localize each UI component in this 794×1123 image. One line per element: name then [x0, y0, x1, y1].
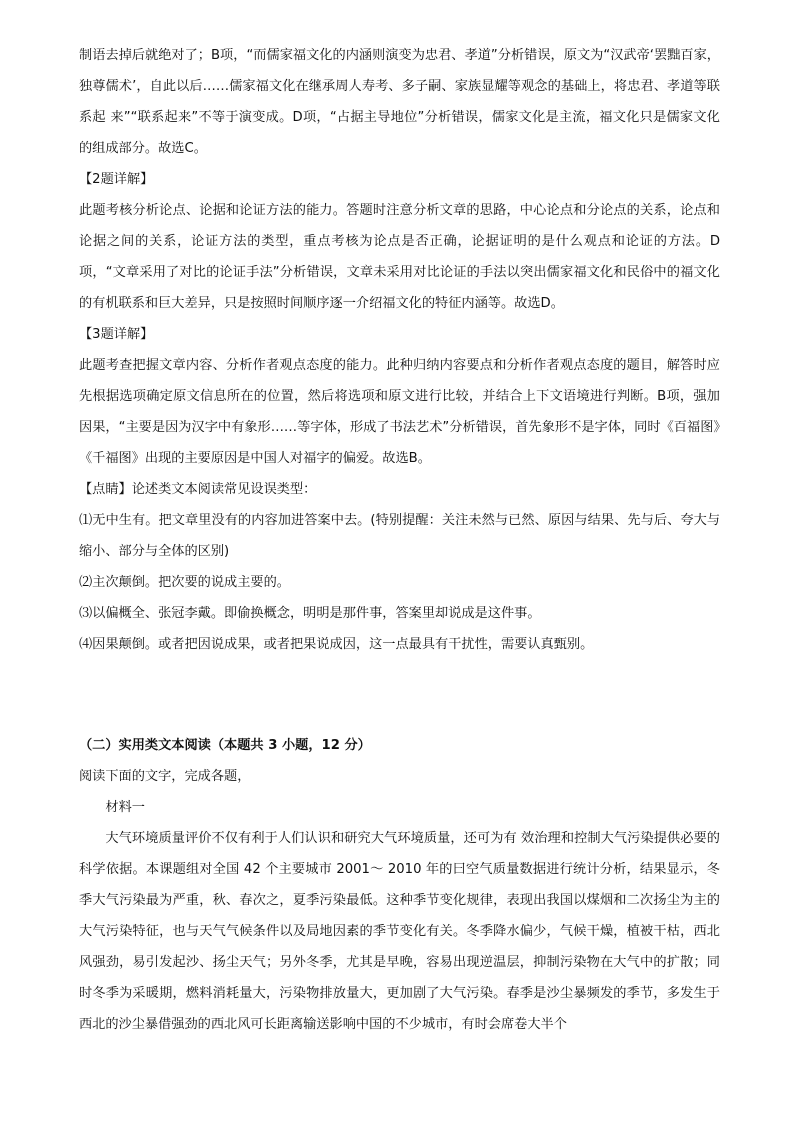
material-label: 材料一	[105, 800, 145, 815]
material-one-text: 大气环境质量评价不仅有利于人们认识和研究大气环境质量，还可为有 效治理和控制大气污染提供必要的科学依据。本课题组对全国 42 个主要城市 2001～ 2010 年的曰空气质量数据进行统计分析，结果显示，冬季大气污染最为严重，秋、春次之，夏季污染最低。这种季节变化规律，表现出我国以煤烟和二次扬尘为主的大气污染特征，也与天气气候条件以及局地因素的季节变化有关。冬季降水偏少，气候干燥，植被干枯，西北风强劲，易引发起沙、扬尘天气；另外冬季，尤其是早晚，容易出现逆温层，抑制污染物在大气中的扩散；同时冬季为采暖期，燃料消耗量大，污染物排放量大，更加剧了大气污染。春季是沙尘暴频发的季节，多发生于西北的沙尘暴借强劲的西北风可长距离输送影响中国的不少城市，有时会席卷大半个	[79, 831, 720, 1032]
paragraph-1-analysis: 制语去掉后就绝对了；B项，“而儒家福文化的内涵则演变为忠君、孝道”分析错误，原文为“汉武帝‘罢黜百家，独尊儒术’，自此以后……儒家福文化在继承周人寿考、多子嗣、家族显耀等观念的基础上，将忠君、孝道等联系起 来”“联系起来”不等于演变成。D项，“占据主导地位”分析错误，儒家文化是主流，福文化只是儒家文化的组成部分。故选C。	[79, 48, 720, 156]
paragraph-q2-analysis: 此题考核分析论点、论据和论证方法的能力。答题时注意分析文章的思路，中心论点和分论点的关系，论点和论据之间的关系，论证方法的类型，重点考核为论点是否正确，论据证明的是什么观点和论证的方法。D项，“文章采用了对比的论证手法”分析错误，文章未采用对比论证的手法以突出儒家福文化和民俗中的福文化的有机联系和巨大差异，只是按照时间顺序逐一介绍福文化的特征内涵等。故选D。	[79, 203, 720, 311]
practical-reading-section	[79, 730, 720, 1040]
error-type-3: ⑶以偏概全、张冠李戴。即偷换概念，明明是那件事，答案里却说成是这件事。	[79, 606, 541, 621]
key-points-heading: 【点睛】论述类文本阅读常见设误类型：	[79, 482, 317, 497]
q3-detail-heading: 【3题详解】	[79, 327, 154, 342]
error-type-1: ⑴无中生有。把文章里没有的内容加进答案中去。(特别提醒：关注未然与已然、原因与结果、先与后、夸大与缩小、部分与全体的区别)	[79, 513, 720, 559]
section-instruction: 阅读下面的文字，完成各题，	[79, 769, 251, 784]
paragraph-q3-analysis: 此题考查把握文章内容、分析作者观点态度的能力。此种归纳内容要点和分析作者观点态度的题目，解答时应先根据选项确定原文信息所在的位置，然后将选项和原文进行比较，并结合上下文语境进行判断。B项，强加因果，“主要是因为汉字中有象形……等字体，形成了书法艺术”分析错误，首先象形不是字体，同时《百福图》《千福图》出现的主要原因是中国人对福字的偏爱。故选B。	[79, 358, 720, 466]
q2-detail-heading: 【2题详解】	[79, 172, 154, 187]
error-type-4: ⑷因果颠倒。或者把因说成果，或者把果说成因，这一点最具有干扰性，需要认真甄别。	[79, 637, 594, 652]
section-title: （二）实用类文本阅读（本题共 3 小题，12 分）	[79, 738, 371, 753]
answer-analysis-block	[79, 40, 720, 660]
error-type-2: ⑵主次颠倒。把次要的说成主要的。	[79, 575, 290, 590]
